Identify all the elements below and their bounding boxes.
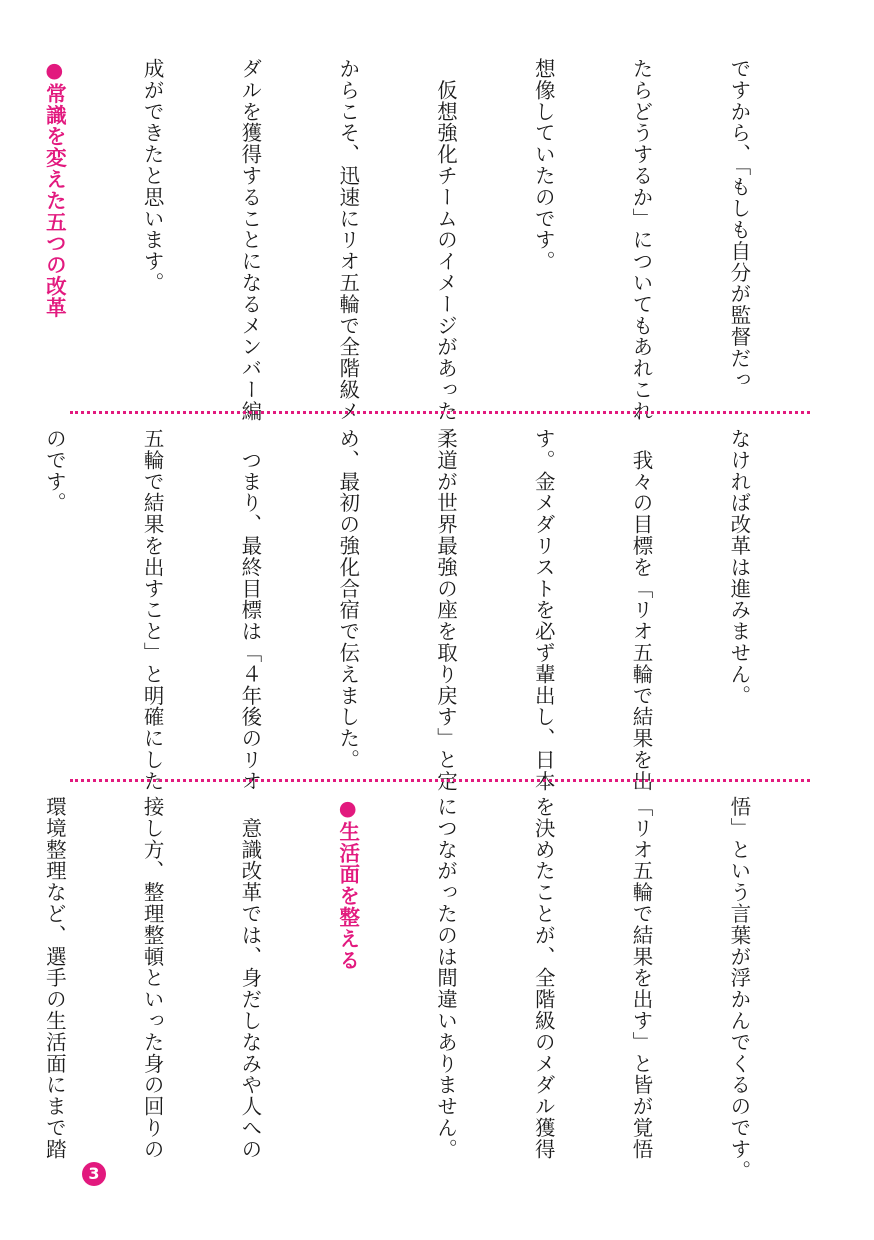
- text-line: 我々の目標を「リオ五輪で結果を出: [629, 428, 654, 792]
- section-heading: [331, 796, 364, 1136]
- dotted-divider: [70, 411, 810, 414]
- text-block-top: [42, 58, 820, 422]
- text-line: 想像していたのです。: [531, 58, 556, 272]
- text-line: ですから、「もしも自分が監督だっ: [726, 58, 751, 391]
- text-line: 成ができたと思います。: [140, 58, 165, 294]
- text-line: なければ改革は進みません。: [726, 428, 751, 707]
- page-number: 3: [82, 1162, 106, 1186]
- section-heading: [38, 58, 71, 398]
- text-line: ダルを獲得することになるメンバー編: [237, 58, 262, 422]
- text-line: 仮想強化チームのイメージがあった: [433, 58, 458, 422]
- text-block-bottom: [42, 796, 820, 1182]
- bullet-icon: ●: [42, 58, 67, 83]
- text-line: 「リオ五輪で結果を出す」と皆が覚悟: [629, 796, 654, 1160]
- text-line: につながったのは間違いありません。: [433, 796, 458, 1160]
- text-line: す。金メダリストを必ず輩出し、日本: [531, 428, 556, 792]
- text-line: のです。: [42, 428, 67, 514]
- text-line: からこそ、迅速にリオ五輪で全階級メ: [335, 58, 360, 422]
- text-line: 意識改革では、身だしなみや人への: [237, 796, 262, 1160]
- text-line: つまり、最終目標は「４年後のリオ: [237, 428, 262, 792]
- text-line: め、最初の強化合宿で伝えました。: [335, 428, 360, 771]
- text-line: 五輪で結果を出すこと」と明確にした: [140, 428, 165, 792]
- section-heading-text: 常識を変えた五つの改革: [42, 82, 67, 319]
- text-line: 柔道が世界最強の座を取り戻す」と定: [433, 428, 458, 792]
- dotted-divider: [70, 779, 810, 782]
- text-line: 接し方、整理整頓といった身の回りの: [140, 796, 165, 1160]
- bullet-icon: ●: [335, 796, 360, 821]
- text-line: 環境整理など、選手の生活面にまで踏: [42, 796, 67, 1160]
- text-line: を決めたことが、全階級のメダル獲得: [531, 796, 556, 1160]
- text-line: 悟」という言葉が浮かんでくるのです。: [726, 796, 751, 1182]
- text-line: たらどうするか」についてもあれこれ: [629, 58, 654, 422]
- text-block-middle: [42, 428, 820, 792]
- section-heading-text: 生活面を整える: [335, 820, 360, 971]
